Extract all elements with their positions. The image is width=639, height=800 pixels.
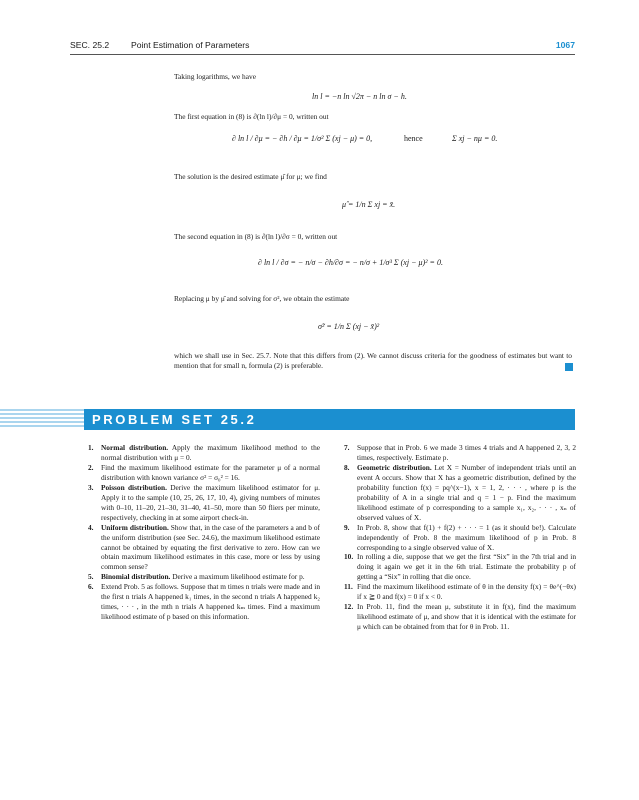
paragraph-second-equation: The second equation in (8) is ∂(ln l)/∂σ = 0, written out xyxy=(174,232,338,241)
problem-title: Uniform distribution. xyxy=(101,522,169,532)
problem-body: Suppose that in Prob. 6 we made 3 times 4 trials and A happened 2, 3, 2 times, respectively. Estimate p. xyxy=(357,443,576,462)
problem-body: Find the maximum likelihood estimate for the parameter μ of a normal distribution with known variance σ² = σ₀² = 16. xyxy=(101,462,320,482)
problem-title: Binomial distribution. xyxy=(101,572,171,582)
problems-left-column xyxy=(88,443,320,622)
problem-body: Derive a maximum likelihood estimate for p. xyxy=(172,572,305,582)
end-of-example-mark xyxy=(565,363,573,371)
problem-body: Find the maximum likelihood estimate of θ in the density f(x) = θe^(−θx) if x ≧ 0 and f(x) = 0 if x < 0. xyxy=(357,582,576,602)
problem-number: 6. xyxy=(88,582,94,592)
problem-1 xyxy=(88,443,320,463)
problem-body: In Prob. 8, show that f(1) + f(2) + · · · = 1 (as it should be!). Calculate independently of Prob. 8 the maximum likelihood of p in Prob. 8 corresponding to a single observed value of X. xyxy=(357,522,576,552)
section-label: SEC. 25.2 xyxy=(70,40,110,50)
equation-mu-derivative: ∂ ln l / ∂μ = − ∂h / ∂μ = 1/σ² Σ (xj − μ) = 0, xyxy=(232,134,373,143)
problems-right-column xyxy=(344,443,576,632)
problem-number: 5. xyxy=(88,572,94,582)
header-rule xyxy=(70,54,575,55)
equation-sigma-estimate: σ̃² = 1/n Σ (xj − x̄)² xyxy=(318,322,380,331)
equation-mu-hat: μ̂ = 1/n Σ xj = x̄. xyxy=(342,200,396,209)
equation-mu-sum: Σ xj − nμ = 0. xyxy=(452,134,498,143)
equation-log-likelihood: ln l = −n ln √2π − n ln σ − h. xyxy=(312,92,407,101)
problem-11 xyxy=(344,582,576,602)
problem-number: 12. xyxy=(344,602,354,612)
problem-title: Normal distribution. xyxy=(101,443,169,452)
problem-5 xyxy=(88,572,320,582)
problem-4 xyxy=(88,523,320,573)
paragraph-replacing: Replacing μ by μ̂ and solving for σ², we obtain the estimate xyxy=(174,294,350,303)
page-number: 1067 xyxy=(555,40,575,50)
problem-12 xyxy=(344,602,576,632)
problem-number: 9. xyxy=(344,522,350,532)
problem-number: 10. xyxy=(344,552,354,562)
problem-body: Derive the maximum likelihood estimator for μ. Apply it to the sample (10, 25, 26, 17, 10, 4), giving numbers of minutes with 0–10, 11–20, 21–30, 31–40, 41–50, more than 50 fliers per minute, respectively, checking in at some airport check-in. xyxy=(101,482,320,522)
paragraph-solution: The solution is the desired estimate μ̂ for μ; we find xyxy=(174,172,327,181)
section-title: Point Estimation of Parameters xyxy=(131,40,250,50)
problem-3 xyxy=(88,483,320,523)
paragraph-taking-logs: Taking logarithms, we have xyxy=(174,72,256,81)
problem-10 xyxy=(344,552,576,582)
problem-number: 2. xyxy=(88,462,94,472)
problem-8 xyxy=(344,463,576,523)
problem-6 xyxy=(88,582,320,622)
equation-sigma-derivative: ∂ ln l / ∂σ = − n/σ − ∂h/∂σ = − n/σ + 1/σ³ Σ (xj − μ)² = 0. xyxy=(258,258,443,267)
problem-7 xyxy=(344,443,576,463)
problem-number: 4. xyxy=(88,522,94,532)
problem-2 xyxy=(88,463,320,483)
problem-number: 3. xyxy=(88,482,94,492)
paragraph-first-equation: The first equation in (8) is ∂(ln l)/∂μ = 0, written out xyxy=(174,112,329,121)
problem-set-heading: PROBLEM SET 25.2 xyxy=(92,412,257,427)
problem-body: Show that, in the case of the parameters a and b of the uniform distribution (see Sec. 24.6), the maximum likelihood estimate cannot be obtained by equating the first derivative to zero. How can we obtain maximum likelihood estimates in this case, more or less by using common sense? xyxy=(101,522,320,572)
problem-title: Geometric distribution. xyxy=(357,462,432,472)
problem-number: 7. xyxy=(344,443,350,452)
problem-number: 8. xyxy=(344,462,350,472)
problem-9 xyxy=(344,523,576,553)
problem-title: Poisson distribution. xyxy=(101,482,167,492)
running-header xyxy=(70,38,575,52)
problem-number: 11. xyxy=(344,582,353,592)
problem-body: Let X = Number of independent trials until an event A occurs. Show that X has a geometric distribution, defined by the probability function f(x) = pq^(x−1), x = 1, 2, · · · , where p is the probability of A in a single trial and q = 1 − p. Find the maximum likelihood estimate of p corresponding to a sample x₁, x₂, · · · , xₙ of observed values of X. xyxy=(357,462,577,522)
problem-body: Apply the maximum likelihood method to the normal distribution with μ = 0. xyxy=(101,443,321,462)
problem-body: In Prob. 11, find the mean μ, substitute it in f(x), find the maximum likelihood estimate of μ, and show that it is identical with the estimate for μ which can be obtained from that for θ in Prob. 11. xyxy=(357,602,576,632)
problem-body: In rolling a die, suppose that we get the first “Six” in the 7th trial and in doing it again we get it in the 6th trial. Estimate the probability p of getting a “Six” in rolling that die once. xyxy=(357,552,576,582)
problem-body: Extend Prob. 5 as follows. Suppose that m times n trials were made and in the first n trials A happened k₁ times, in the second n trials A happened k₂ times, · · · , in the mth n trials A happened kₘ times. Find a maximum likelihood estimate of p based on this information. xyxy=(101,582,320,622)
equation-hence: hence xyxy=(404,134,423,143)
paragraph-goodness: which we shall use in Sec. 25.7. Note that this differs from (2). We cannot discuss criteria for the goodness of estimates but want to mention that for small n, formula (2) is preferable. xyxy=(174,351,572,370)
problem-number: 1. xyxy=(88,443,94,452)
